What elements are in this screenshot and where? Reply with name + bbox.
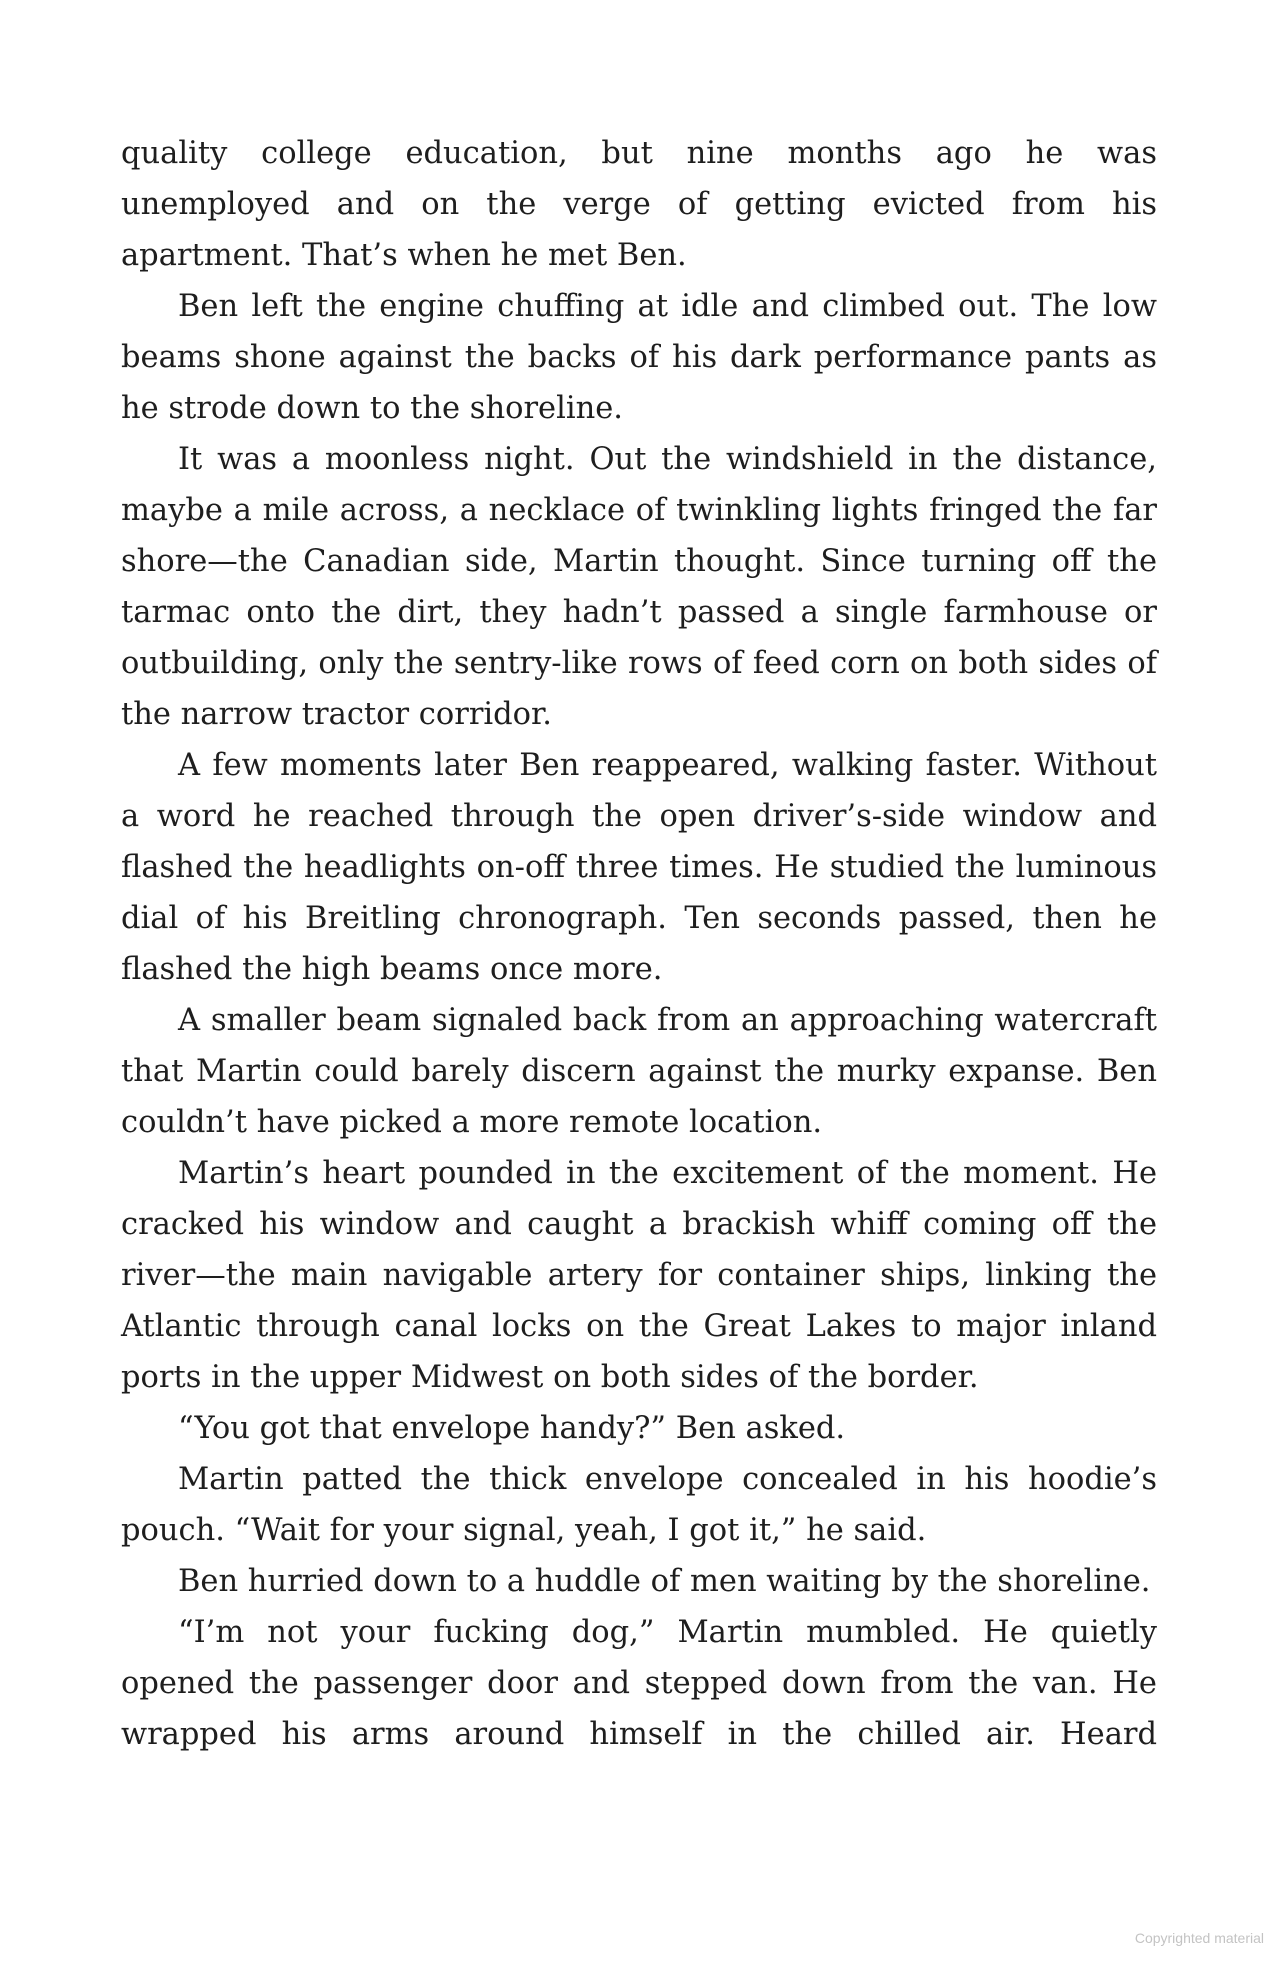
paragraph-5: A smaller beam signaled back from an approaching watercraft that Martin could barely discern against the murky expanse. Ben couldn’t have picked a more remote location.	[121, 1003, 1157, 1140]
copyright-notice: Copyrighted material	[1134, 1930, 1264, 1946]
paragraph-7: “You got that envelope handy?” Ben asked.	[178, 1411, 846, 1446]
paragraph-8: Martin patted the thick envelope concealed in his hoodie’s pouch. “Wait for your signal, yeah, I got it,” he said.	[121, 1462, 1157, 1548]
paragraph-9: Ben hurried down to a huddle of men waiting by the shoreline.	[178, 1564, 1151, 1599]
paragraph-3: It was a moonless night. Out the windshield in the distance, maybe a mile across, a necklace of twinkling lights fringed the far shore—the Canadian side, Martin thought. Since turning off the tarmac onto the dirt, they hadn’t passed a single farmhouse or outbuilding, only the sentry-like rows of feed corn on both sides of the narrow tractor corridor.	[121, 442, 1157, 732]
paragraph-2: Ben left the engine chuffing at idle and climbed out. The low beams shone against the backs of his dark performance pants as he strode down to the shoreline.	[121, 289, 1157, 426]
body-text	[121, 128, 1157, 1760]
paragraph-1: quality college education, but nine months ago he was unemployed and on the verge of getting evicted from his apartment. That’s when he met Ben.	[121, 136, 1157, 273]
paragraph-4: A few moments later Ben reappeared, walking faster. Without a word he reached through the open driver’s-side window and flashed the headlights on-off three times. He studied the luminous dial of his Breitling chronograph. Ten seconds passed, then he flashed the high beams once more.	[121, 748, 1157, 987]
paragraph-10: “I’m not your fucking dog,” Martin mumbled. He quietly opened the passenger door and stepped down from the van. He wrapped his arms around himself in the chilled air. Heard	[121, 1615, 1157, 1752]
paragraph-6: Martin’s heart pounded in the excitement of the moment. He cracked his window and caught a brackish whiff coming off the river—the main navigable artery for container ships, linking the Atlantic through canal locks on the Great Lakes to major inland ports in the upper Midwest on both sides of the border.	[121, 1156, 1157, 1395]
